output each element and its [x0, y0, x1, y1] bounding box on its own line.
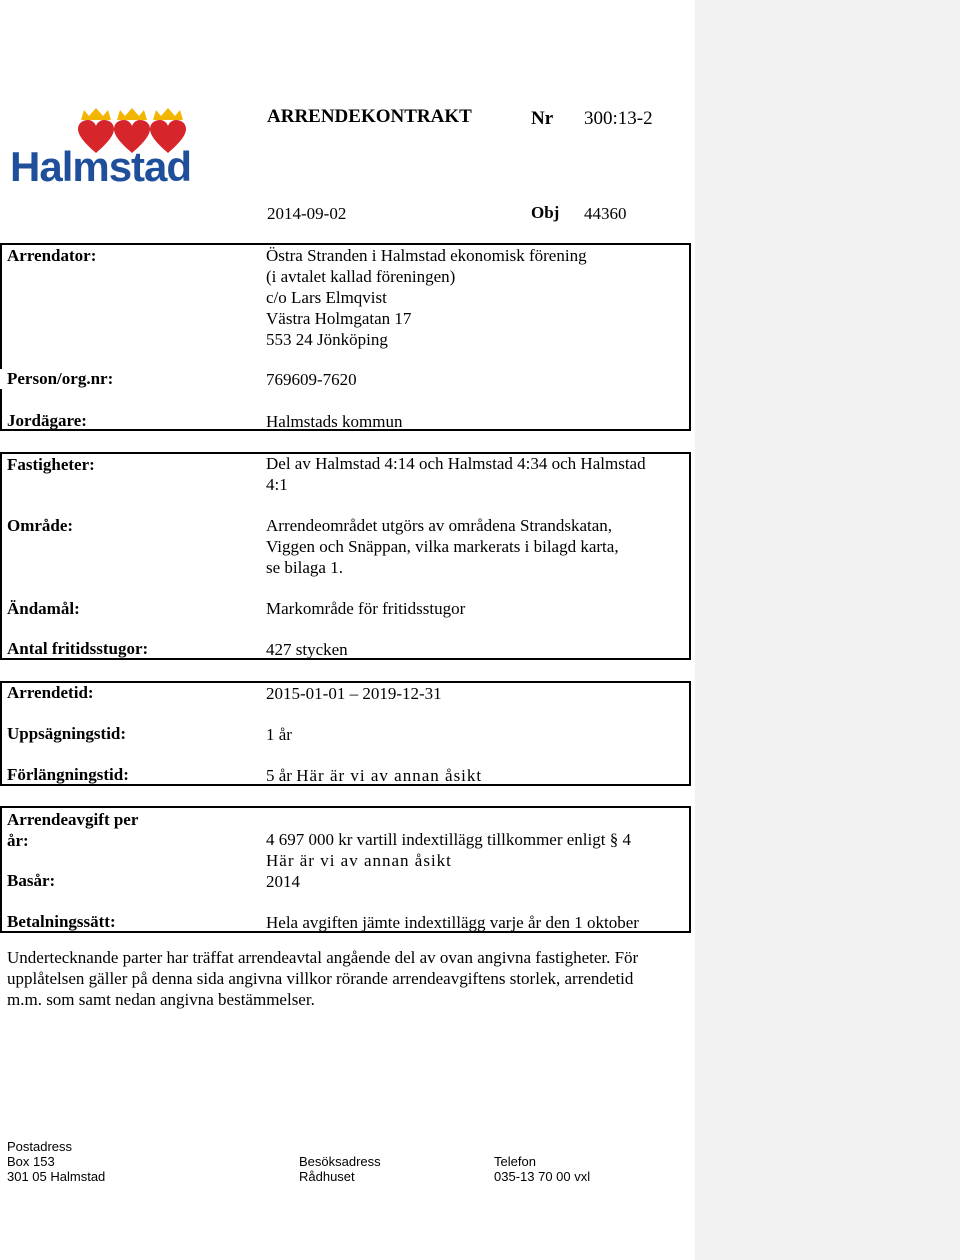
omrade-value — [266, 515, 619, 578]
omrade-line: se bilaga 1. — [266, 558, 343, 577]
footer-postadress — [7, 1139, 105, 1184]
arrendator-line: (i avtalet kallad föreningen) — [266, 267, 456, 286]
footer-besoksadress — [299, 1154, 381, 1184]
forlangningstid-note: Här är vi av annan åsikt — [296, 766, 483, 785]
telefon-value: 035-13 70 00 vxl — [494, 1169, 591, 1184]
arrendetid-value: 2015-01-01 – 2019-12-31 — [266, 684, 442, 703]
betalningssatt-label: Betalningssätt: — [7, 912, 116, 931]
basar-value: 2014 — [266, 872, 300, 891]
antal-label: Antal fritidsstugor: — [7, 639, 149, 658]
orgnr-label: Person/org.nr: — [7, 369, 114, 388]
postadress-label: Postadress — [7, 1139, 73, 1154]
paragraph-line: upplåtelsen gäller på denna sida angivna villkor rörande arrendeavgiftens storlek, arrendetid — [7, 969, 634, 988]
forlangningstid-value — [266, 765, 482, 786]
fastigheter-value — [266, 453, 646, 495]
besoksadress-value: Rådhuset — [299, 1169, 355, 1184]
betalningssatt-value: Hela avgiften jämte indextillägg varje år den 1 oktober — [266, 913, 639, 932]
nr-value: 300:13-2 — [584, 108, 653, 129]
arrendator-value — [266, 245, 587, 350]
arrendeavgift-label-line: Arrendeavgift per — [7, 810, 139, 829]
arrendator-line: Västra Holmgatan 17 — [266, 309, 412, 328]
paragraph-line: m.m. som samt nedan angivna bestämmelser. — [7, 990, 315, 1009]
arrendator-label: Arrendator: — [7, 246, 97, 265]
arrendetid-label: Arrendetid: — [7, 683, 94, 702]
omrade-label: Område: — [7, 516, 74, 535]
basar-label: Basår: — [7, 871, 56, 890]
orgnr-value: 769609-7620 — [266, 370, 357, 389]
besoksadress-label: Besöksadress — [299, 1154, 381, 1169]
right-margin-panel — [695, 0, 960, 1260]
forlangningstid-years: 5 år — [266, 766, 292, 785]
arrendeavgift-note: Här är vi av annan åsikt — [266, 851, 452, 870]
antal-value: 427 stycken — [266, 640, 348, 659]
telefon-label: Telefon — [494, 1154, 536, 1169]
paragraph-line: Undertecknande parter har träffat arrendeavtal angående del av ovan angivna fastigheter. För — [7, 948, 639, 967]
footer-telefon — [494, 1154, 590, 1184]
jordagare-value: Halmstads kommun — [266, 412, 403, 431]
uppsagningstid-label: Uppsägningstid: — [7, 724, 127, 743]
arrendeavgift-label-line: år: — [7, 831, 29, 850]
agreement-paragraph — [7, 947, 638, 1010]
logo-wordmark: Halmstad — [10, 143, 192, 190]
fastigheter-line: 4:1 — [266, 475, 288, 494]
andamal-value: Markområde för fritidsstugor — [266, 599, 466, 618]
nr-label: Nr — [531, 108, 554, 129]
postadress-line: 301 05 Halmstad — [7, 1169, 106, 1184]
omrade-line: Viggen och Snäppan, vilka markerats i bilagd karta, — [266, 537, 619, 556]
omrade-line: Arrendeområdet utgörs av områdena Strandskatan, — [266, 516, 613, 535]
arrendator-line: Östra Stranden i Halmstad ekonomisk förening — [266, 246, 587, 265]
document-title: ARRENDEKONTRAKT — [267, 106, 472, 127]
obj-value: 44360 — [584, 204, 627, 223]
arrendeavgift-amount: 4 697 000 kr vartill indextillägg tillkommer enligt § 4 — [266, 830, 631, 849]
jordagare-label: Jordägare: — [7, 411, 87, 430]
arrendator-line: 553 24 Jönköping — [266, 330, 388, 349]
fastigheter-line: Del av Halmstad 4:14 och Halmstad 4:34 och Halmstad — [266, 454, 646, 473]
obj-label: Obj — [531, 203, 560, 222]
arrendeavgift-value — [266, 829, 631, 871]
fastigheter-label: Fastigheter: — [7, 455, 95, 474]
postadress-line: Box 153 — [7, 1154, 55, 1169]
arrendeavgift-label — [7, 809, 138, 851]
contract-date: 2014-09-02 — [267, 204, 347, 223]
arrendator-line: c/o Lars Elmqvist — [266, 288, 387, 307]
andamal-label: Ändamål: — [7, 599, 80, 618]
uppsagningstid-value: 1 år — [266, 725, 292, 744]
forlangningstid-label: Förlängningstid: — [7, 765, 129, 784]
